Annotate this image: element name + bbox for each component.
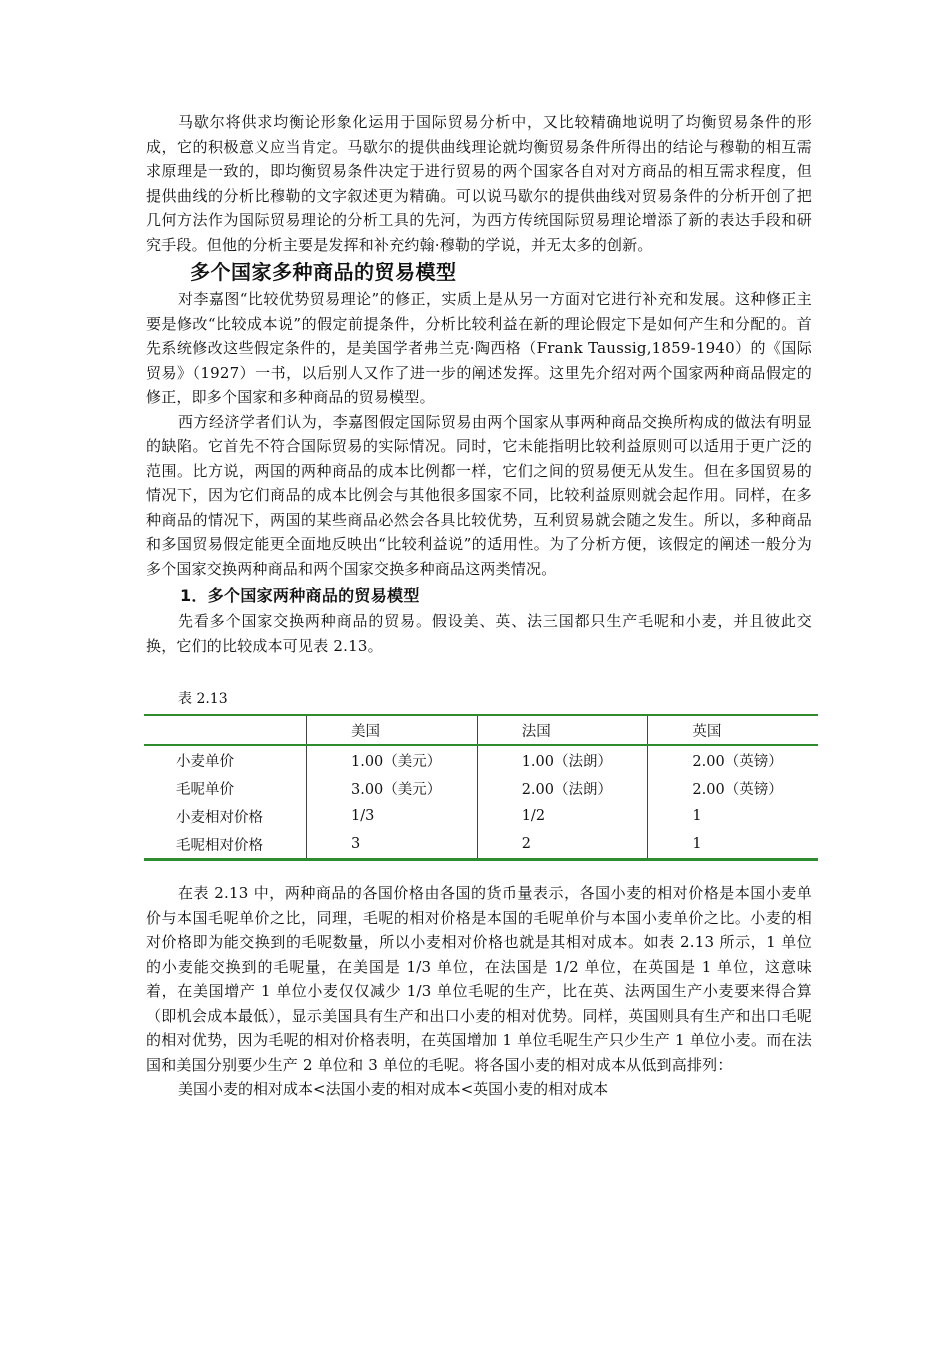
table-cell: 1: [648, 802, 818, 830]
table-header-cell: 美国: [307, 715, 478, 745]
table-row-label: 毛呢相对价格: [176, 837, 263, 854]
table-row: [144, 802, 818, 830]
table-row-label: 小麦单价: [176, 753, 234, 770]
table-cell: 1/3: [307, 802, 478, 830]
subsection-heading: 1．多个国家两种商品的贸易模型: [180, 586, 420, 605]
paragraph-western-critique: 西方经济学者们认为，李嘉图假定国际贸易由两个国家从事两种商品交换所构成的做法有明显的缺陷。它首先不符合国际贸易的实际情况。同时，它未能指明比较利益原则可以适用于更广泛的范围。比方说，两国的两种商品的成本比例都一样，它们之间的贸易便无从发生。但在多国贸易的情况下，因为它们商品的成本比例会与其他很多国家不同，比较利益原则就会起作用。同样，在多种商品的情况下，两国的某些商品必然会各具比较优势，互利贸易就会随之发生。所以，多种商品和多国贸易假定能更全面地反映出“比较利益说”的适用性。为了分析方便，该假定的阐述一般分为多个国家交换两种商品和两个国家交换多种商品这两类情况。: [146, 412, 812, 578]
table-row-label: 毛呢单价: [176, 781, 234, 798]
table-cell: 3: [307, 830, 478, 860]
table-row-label: 小麦相对价格: [176, 809, 263, 826]
relative-cost-ranking: 美国小麦的相对成本<法国小麦的相对成本<英国小麦的相对成本: [178, 1080, 609, 1098]
table-cell: 1: [648, 830, 818, 860]
table-cell: 1.00（法朗）: [477, 745, 648, 774]
table-cell: 2: [477, 830, 648, 860]
page-content: [146, 110, 812, 1102]
table-cell: 2.00（英镑）: [648, 745, 818, 774]
table-cell: 1/2: [477, 802, 648, 830]
paragraph-marshall-summary: 马歇尔将供求均衡论形象化运用于国际贸易分析中，又比较精确地说明了均衡贸易条件的形成，它的积极意义应当肯定。马歇尔的提供曲线理论就均衡贸易条件所得出的结论与穆勒的相互需求原理是一致的，即均衡贸易条件决定于进行贸易的两个国家各自对对方商品的相互需求程度，但提供曲线的分析比穆勒的文字叙述更为精确。可以说马歇尔的提供曲线对贸易条件的分析开创了把几何方法作为国际贸易理论的分析工具的先河，为西方传统国际贸易理论增添了新的表达手段和研究手段。但他的分析主要是发挥和补充约翰·穆勒的学说，并无太多的创新。: [146, 113, 812, 254]
table-header-cell: 法国: [477, 715, 648, 745]
comparative-cost-table: [144, 714, 818, 861]
table-cell: 2.00（英镑）: [648, 774, 818, 802]
table-cell: 1.00（美元）: [307, 745, 478, 774]
table-header-cell: 英国: [648, 715, 818, 745]
table-row: [144, 745, 818, 774]
table-cell: 2.00（法朗）: [477, 774, 648, 802]
section-heading: 多个国家多种商品的贸易模型: [190, 260, 457, 284]
table-row: [144, 774, 818, 802]
table-row: [144, 830, 818, 860]
table-header-row: [144, 715, 818, 745]
paragraph-ricardo-revision: 对李嘉图“比较优势贸易理论”的修正，实质上是从另一方面对它进行补充和发展。这种修正主要是修改“比较成本说”的假定前提条件，分析比较利益在新的理论假定下是如何产生和分配的。首先系统修改这些假定条件的，是美国学者弗兰克·陶西格（Frank Taussig,1859-1940）的《国际贸易》（1927）一书，以后别人又作了进一步的阐述发挥。这里先介绍对两个国家两种商品假定的修正，即多个国家和多种商品的贸易模型。: [146, 290, 812, 406]
table-caption: 表 2.13: [178, 691, 228, 707]
paragraph-table-explanation: 在表 2.13 中，两种商品的各国价格由各国的货币量表示，各国小麦的相对价格是本国小麦单价与本国毛呢单价之比，同理，毛呢的相对价格是本国的毛呢单价与本国小麦单价之比。小麦的相对价格即为能交换到的毛呢数量，所以小麦相对价格也就是其相对成本。如表 2.13 所示，1 单位的小麦能交换到的毛呢量，在美国是 1/3 单位，在法国是 1/2 单位，在英国是 1 单位，这意味着，在美国增产 1 单位小麦仅仅减少 1/3 单位毛呢的生产，比在英、法两国生产小麦要来得合算（即机会成本最低），显示美国具有生产和出口小麦的相对优势。同样，英国则具有生产和出口毛呢的相对优势，因为毛呢的相对价格表明，在英国增加 1 单位毛呢生产只少生产 1 单位小麦。而在法国和美国分别要少生产 2 单位和 3 单位的毛呢。将各国小麦的相对成本从低到高排列：: [146, 884, 812, 1074]
table-cell: 3.00（美元）: [307, 774, 478, 802]
table-header-cell: [144, 715, 307, 745]
paragraph-three-country-intro: 先看多个国家交换两种商品的贸易。假设美、英、法三国都只生产毛呢和小麦，并且彼此交换，它们的比较成本可见表 2.13。: [146, 612, 812, 655]
